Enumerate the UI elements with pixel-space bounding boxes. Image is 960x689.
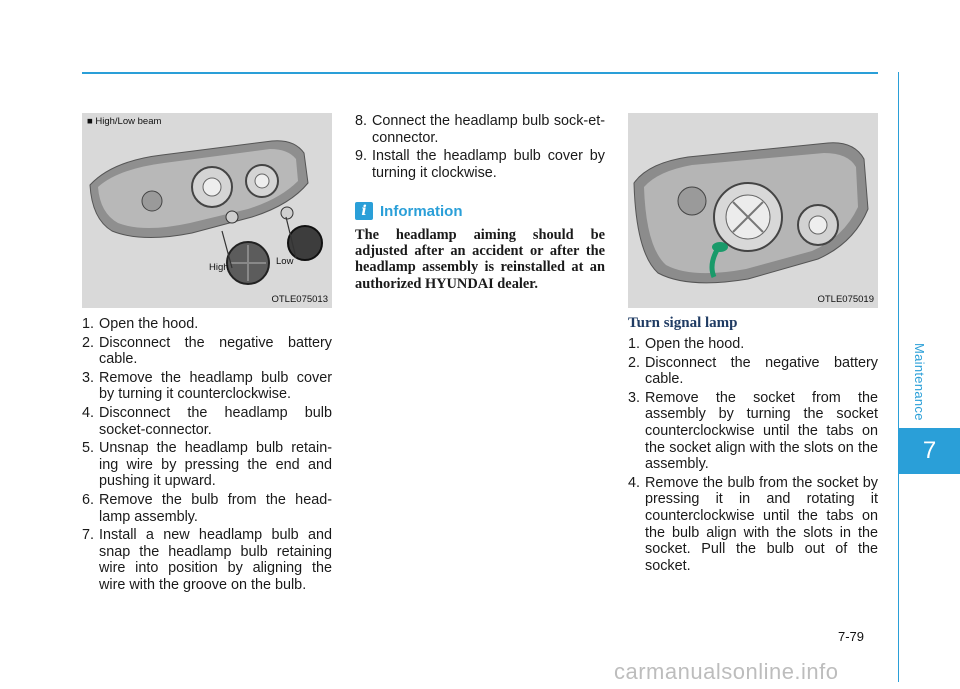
step-text: Remove the socket from the assembly by turning the socket counterclockwise until the tabs on the socket align with the slots on the assembly. <box>645 389 878 473</box>
section-label: Maintenance <box>912 343 927 421</box>
chapter-tab[interactable]: 7 <box>899 428 960 474</box>
list-item <box>82 335 332 368</box>
step-text: Disconnect the negative battery cable. <box>99 334 332 368</box>
info-icon: i <box>355 202 373 220</box>
low-label: Low <box>276 256 294 267</box>
list-item <box>82 492 332 525</box>
step-text: Open the hood. <box>645 336 745 352</box>
step-text: Install a new headlamp bulb and snap the headlamp bulb retaining wire into position by aligning the wire with the groove on the bulb. <box>99 527 332 593</box>
step-text: Remove the headlamp bulb cover by turning it counterclockwise. <box>99 369 332 403</box>
list-item <box>628 475 878 575</box>
step-text: Disconnect the headlamp bulb socket-connector. <box>99 404 332 438</box>
information-title: Information <box>380 202 463 220</box>
information-header <box>355 202 463 220</box>
list-item <box>82 370 332 403</box>
headlamp-rear-illustration <box>82 113 332 308</box>
list-item <box>355 113 605 146</box>
page-number: 7-79 <box>838 629 865 644</box>
step-number: 3. <box>628 389 641 406</box>
step-text: Connect the headlamp bulb sock-et-connector. <box>372 113 605 146</box>
figure-code: OTLE075019 <box>817 294 874 305</box>
watermark: carmanualsonline.info <box>614 659 839 684</box>
list-item <box>628 390 878 473</box>
list-item <box>355 148 605 181</box>
top-divider <box>82 72 878 74</box>
step-number: 9. <box>355 148 368 165</box>
step-number: 3. <box>82 369 95 386</box>
step-number: 4. <box>628 474 641 491</box>
headlamp-steps-part2 <box>355 113 605 183</box>
figure-turn-signal <box>628 113 878 308</box>
step-text: Unsnap the headlamp bulb retain-ing wire by pressing the end and pushing it upward. <box>99 440 332 490</box>
step-number: 2. <box>628 354 641 371</box>
list-item <box>82 405 332 438</box>
step-number: 6. <box>82 491 95 508</box>
figure-caption: ■ High/Low beam <box>87 116 162 127</box>
step-number: 5. <box>82 440 95 457</box>
step-number: 1. <box>82 316 95 332</box>
headlamp-steps-part1 <box>82 316 332 596</box>
list-item <box>628 355 878 388</box>
turn-signal-illustration <box>628 113 878 308</box>
step-number: 7. <box>82 527 95 544</box>
step-text: Disconnect the negative battery cable. <box>645 354 878 388</box>
step-number: 4. <box>82 404 95 421</box>
step-text: Remove the bulb from the socket by pressing it in and rotating it counterclockwise until the tabs on the bulb align with the slots in the socket. Pull the bulb out of the socket. <box>645 474 878 574</box>
list-item <box>628 336 878 353</box>
step-number: 2. <box>82 334 95 351</box>
list-item <box>82 527 332 593</box>
information-text: The headlamp aiming should be adjusted after an accident or after the headlamp assembly is reinstalled at an authorized HYUNDAI dealer. <box>355 227 605 292</box>
step-number: 1. <box>628 336 641 352</box>
section-heading: Turn signal lamp <box>628 315 738 331</box>
high-label: High <box>209 262 229 273</box>
list-item <box>82 316 332 333</box>
step-text: Install the headlamp bulb cover by turning it clockwise. <box>372 148 605 181</box>
step-text: Open the hood. <box>99 316 199 332</box>
list-item <box>82 440 332 490</box>
turn-signal-steps <box>628 336 878 576</box>
step-text: Remove the bulb from the head-lamp assembly. <box>99 491 332 525</box>
figure-high-low-beam <box>82 113 332 308</box>
step-number: 8. <box>355 113 368 129</box>
figure-code: OTLE075013 <box>271 294 328 305</box>
